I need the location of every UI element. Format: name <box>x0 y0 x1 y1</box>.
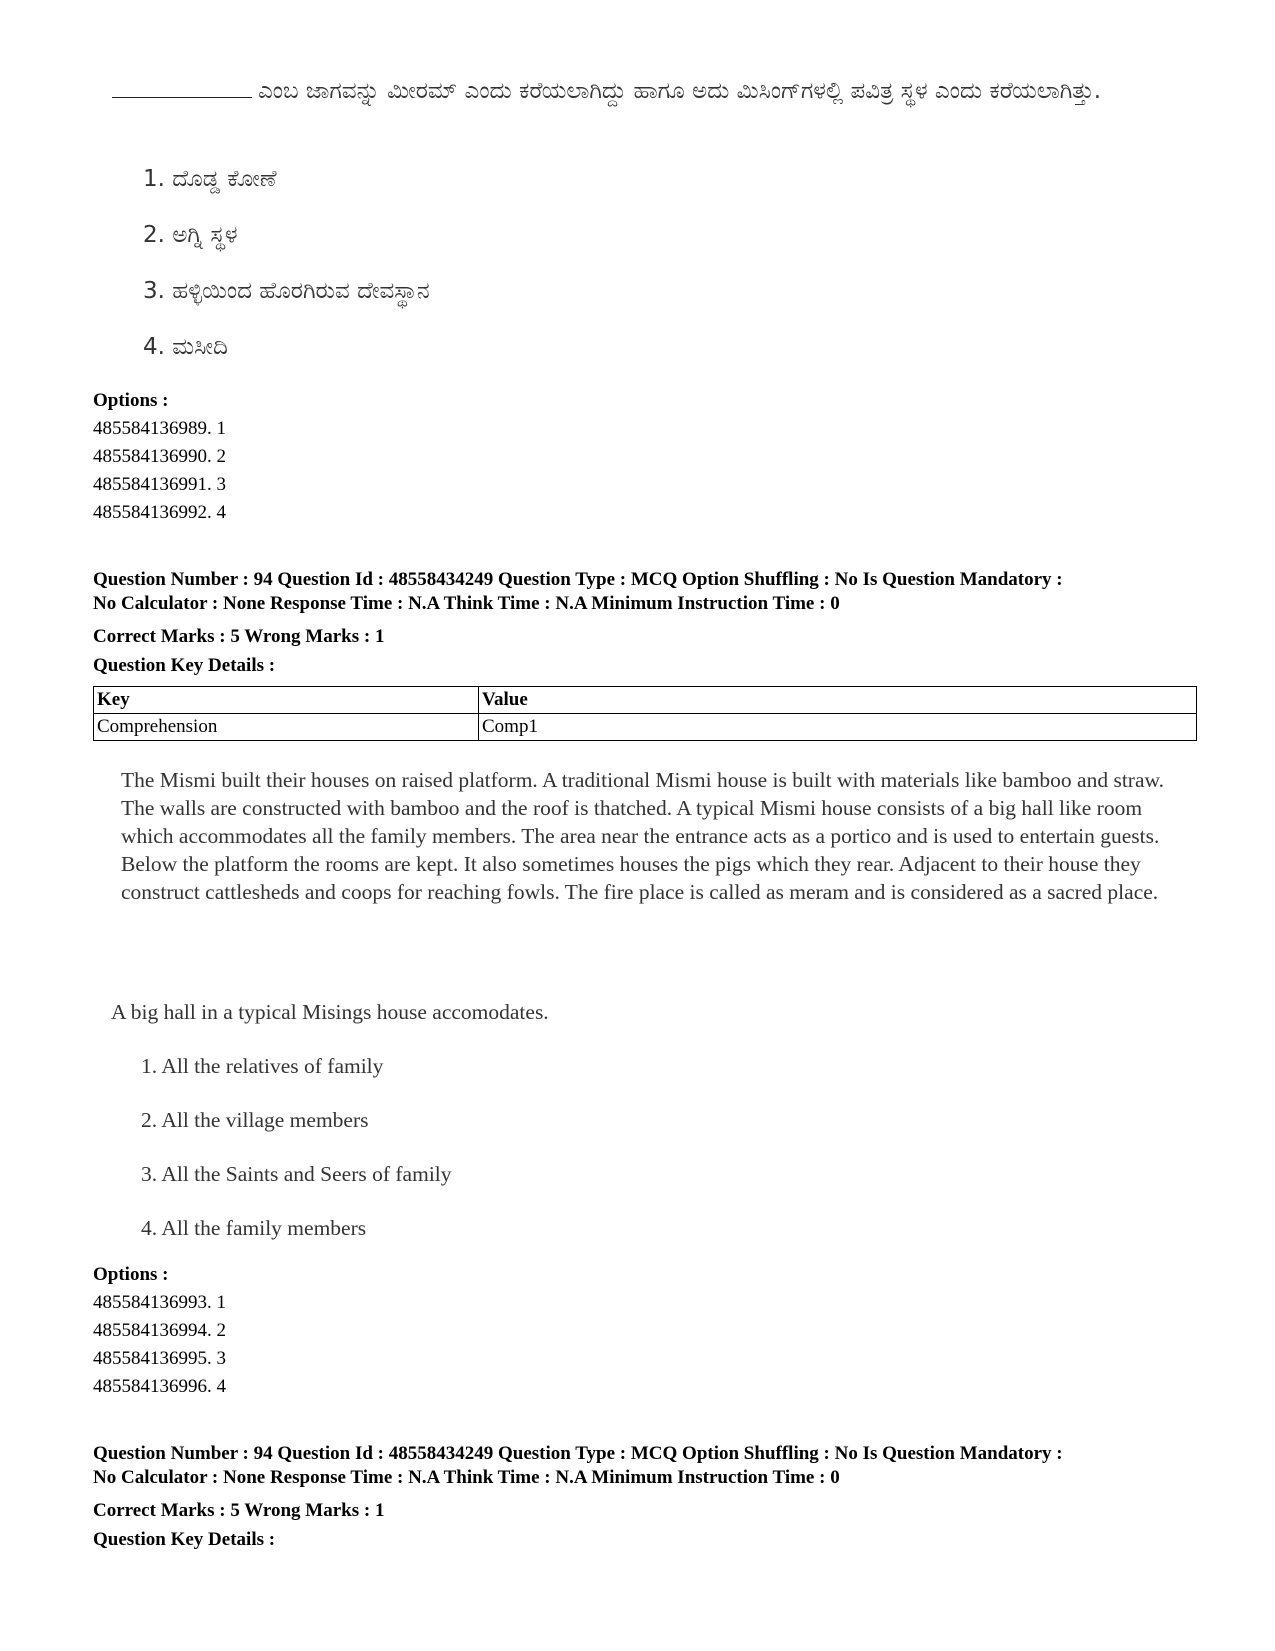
choice-2: 2. All the village members <box>141 1108 369 1132</box>
table-header-value: Value <box>479 687 1197 714</box>
kannada-choice-1: 1. ದೊಡ್ಡ ಕೋಣೆ <box>143 166 277 192</box>
question-meta <box>93 1442 1213 1490</box>
table-header-key: Key <box>94 687 479 714</box>
table-header-row <box>94 687 1197 714</box>
kannada-question-stem <box>112 72 1172 110</box>
choice-1: 1. All the relatives of family <box>141 1054 384 1078</box>
option-id-line: 485584136993. 1 <box>93 1292 226 1313</box>
key-details-label: Question Key Details : <box>93 655 276 676</box>
table-cell: Comp1 <box>479 714 1197 741</box>
option-id-line: 485584136992. 4 <box>93 502 226 523</box>
table-cell: Comprehension <box>94 714 479 741</box>
question-meta-line-1: Question Number : 94 Question Id : 48558434249 Question Type : MCQ Option Shuffling : No Is Question Mandatory : <box>93 569 1063 590</box>
key-details-label: Question Key Details : <box>93 1529 276 1550</box>
comprehension-passage: The Mismi built their houses on raised platform. A traditional Mismi house is built with materials like bamboo and straw. The walls are constructed with bamboo and the roof is thatched. A typical Mismi house consists of a big hall like room which accommodates all the family members. The area near the entrance acts as a portico and is used to entertain guests. Below the platform the rooms are kept. It also sometimes houses the pigs which they rear. Adjacent to their house they construct cattlesheds and coops for reaching fowls. The fire place is called as meram and is considered as a sacred place. <box>121 768 1165 904</box>
option-id-line: 485584136995. 3 <box>93 1348 226 1369</box>
question-meta-line-1: Question Number : 94 Question Id : 48558434249 Question Type : MCQ Option Shuffling : No Is Question Mandatory : <box>93 1443 1063 1464</box>
question-meta-line-2: No Calculator : None Response Time : N.A Think Time : N.A Minimum Instruction Time : 0 <box>93 593 840 614</box>
option-id-line: 485584136991. 3 <box>93 474 226 495</box>
choice-4: 4. All the family members <box>141 1216 367 1240</box>
marks-line: Correct Marks : 5 Wrong Marks : 1 <box>93 1500 385 1521</box>
key-details-table <box>93 686 1197 741</box>
kannada-choice-4: 4. ಮಸೀದಿ <box>143 334 228 360</box>
question-text: A big hall in a typical Misings house accomodates. <box>111 1000 549 1024</box>
option-id-line: 485584136994. 2 <box>93 1320 226 1341</box>
kannada-question-text: ಎಂಬ ಜಾಗವನ್ನು ಮೀರಮ್ ಎಂದು ಕರೆಯಲಾಗಿದ್ದು ಹಾಗೂ ಅದು ಮಿಸಿಂಗ್‌ಗಳಲ್ಲಿ ಪವಿತ್ರ ಸ್ಥಳ ಎಂದು ಕರೆಯಲಾಗಿತ್ತು. <box>258 78 1102 104</box>
table-row <box>94 714 1197 741</box>
options-label: Options : <box>93 390 169 411</box>
kannada-choice-3: 3. ಹಳ್ಳಿಯಿಂದ ಹೊರಗಿರುವ ದೇವಸ್ಥಾನ <box>143 278 430 304</box>
question-meta <box>93 568 1213 616</box>
kannada-choice-2: 2. ಅಗ್ನಿ ಸ್ಥಳ <box>143 222 238 248</box>
options-label: Options : <box>93 1264 169 1285</box>
option-id-line: 485584136989. 1 <box>93 418 226 439</box>
fill-in-blank-line <box>112 75 252 98</box>
marks-line: Correct Marks : 5 Wrong Marks : 1 <box>93 626 385 647</box>
choice-3: 3. All the Saints and Seers of family <box>141 1162 452 1186</box>
option-id-line: 485584136996. 4 <box>93 1376 226 1397</box>
option-id-line: 485584136990. 2 <box>93 446 226 467</box>
question-meta-line-2: No Calculator : None Response Time : N.A Think Time : N.A Minimum Instruction Time : 0 <box>93 1467 840 1488</box>
